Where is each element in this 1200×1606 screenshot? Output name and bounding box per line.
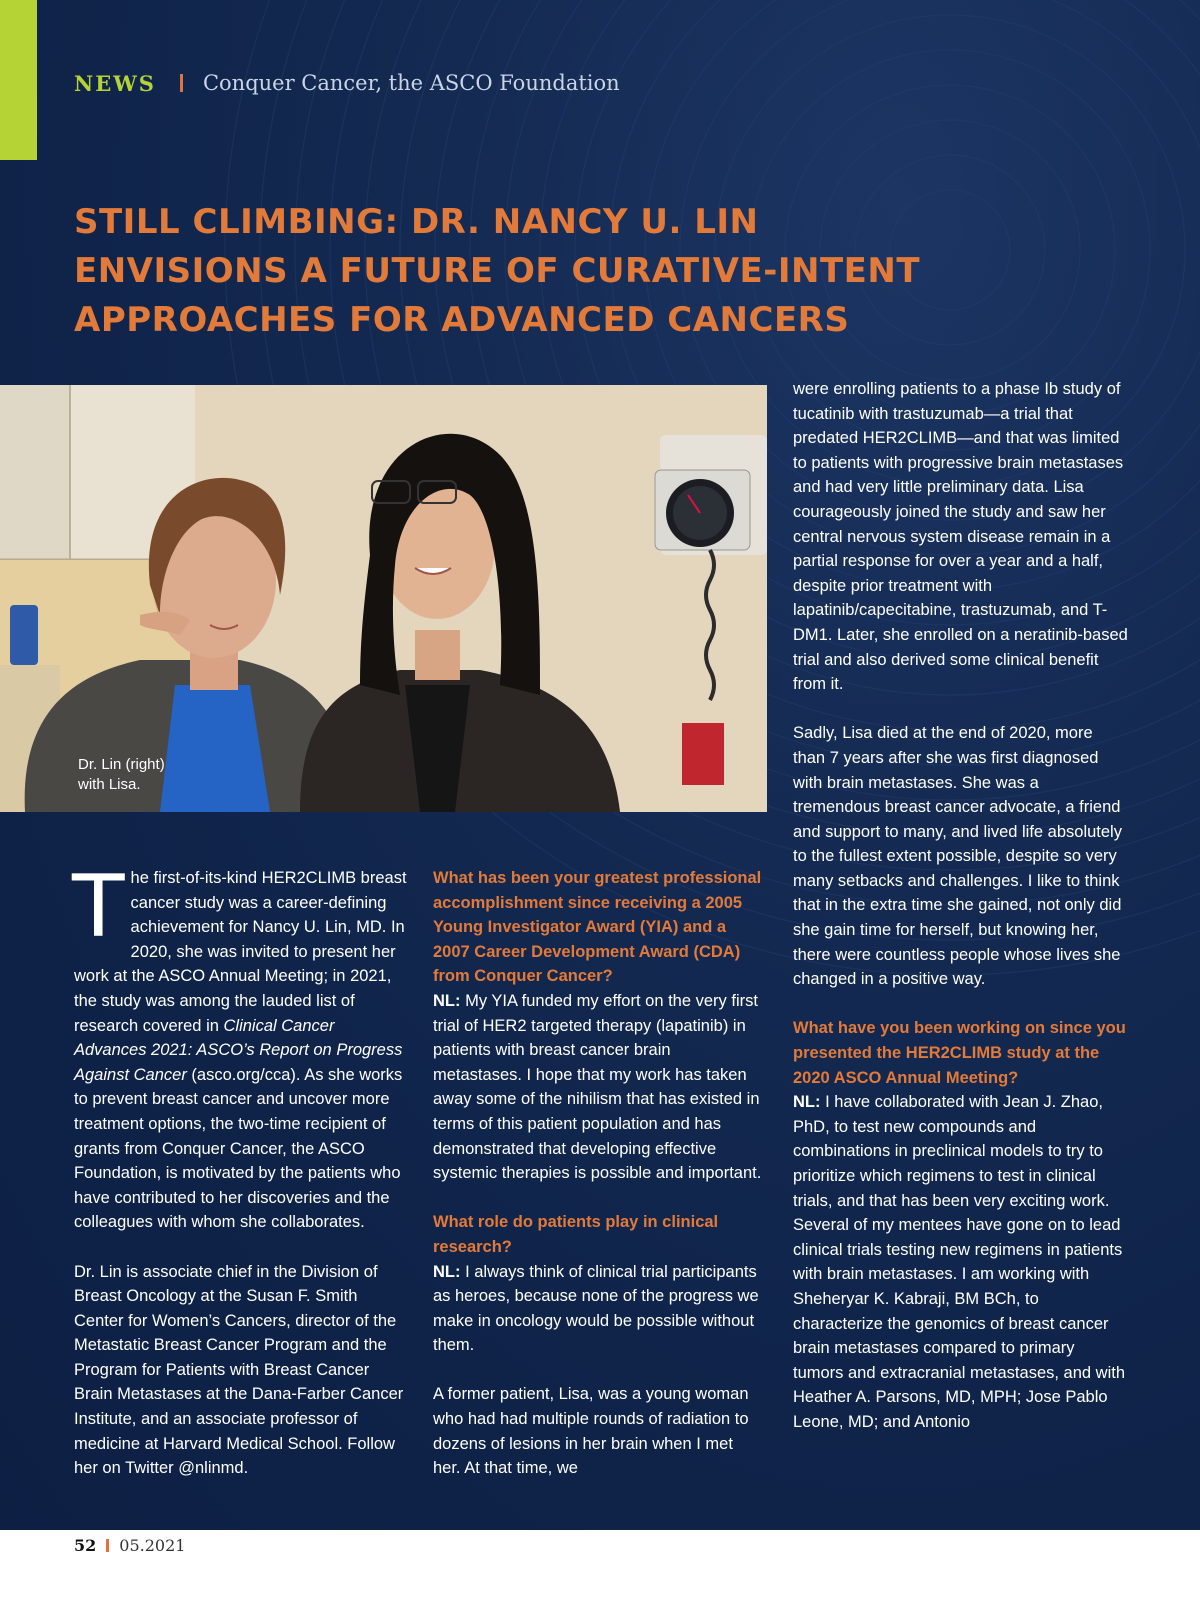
organization-name: Conquer Cancer, the ASCO Foundation [202, 71, 620, 95]
drop-cap: T [72, 857, 125, 957]
headline-line: APPROACHES FOR ADVANCED CANCERS [74, 300, 850, 340]
speaker-label: NL: [433, 991, 461, 1010]
page-number: 52 [74, 1535, 97, 1555]
accent-bar [0, 0, 37, 160]
intro-text: he first-of-its-kind HER2CLIMB breast cancer study was a career-defining achievement for Nancy U. Lin, MD. In 2020, she was invited to present her work at the ASCO Annual Meeting; in 2021, the study was among the lauded list of research covered in [74, 869, 407, 1035]
section-label: NEWS [74, 70, 156, 96]
article-column-1 [72, 857, 409, 1505]
article-headline [74, 198, 974, 345]
bio-paragraph: Dr. Lin is associate chief in the Division of Breast Oncology at the Susan F. Smith Center for Women’s Cancers, director of the Metastatic Breast Cancer Program and the Program for Patients with Breast Cancer Brain Metastases at the Dana-Farber Cancer Institute, and an associate professor of medicine at Harvard Medical School. Follow her on Twitter @nlinmd. [74, 1262, 404, 1478]
body-paragraph: Sadly, Lisa died at the end of 2020, more than 7 years after she was first diagnosed with brain metastases. She was a tremendous breast cancer advocate, a friend and support to many, and lived life absolutely to the fullest extent possible, despite so very many setbacks and challenges. I like to think that in the extra time she gained, not only did she gain time for herself, but knowing her, there were countless people whose lives she changed in a positive way. [793, 724, 1122, 989]
interview-answer [433, 1260, 763, 1358]
page-footer [74, 1533, 185, 1557]
interview-question: What role do patients play in clinical research? [433, 1213, 719, 1256]
caption-line: Dr. Lin (right) [78, 756, 165, 773]
photo-illustration [0, 385, 767, 812]
header-divider [180, 74, 183, 92]
intro-text-continued: (asco.org/cca). As she works to prevent breast cancer and uncover more treatment options, the two-time recipient of grants from Conquer Cancer, the ASCO Foundation, is motivated by the patients who have contributed to her discoveries and the colleagues with whom she collaborates. [74, 1065, 403, 1232]
report-title: Clinical Cancer Advances 2021: ASCO’s Report on Progress Against Cancer [74, 1016, 403, 1084]
article-column-3 [793, 377, 1128, 1459]
article-column-2 [433, 866, 763, 1505]
answer-text: My YIA funded my effort on the very first trial of HER2 targeted therapy (lapatinib) in patients with breast cancer brain metastases. I hope that my work has taken away some of the nihilism that has existed in terms of this patient population and has demonstrated that developing effective systemic therapies is possible and important. [433, 991, 762, 1183]
body-paragraph: were enrolling patients to a phase Ib study of tucatinib with trastuzumab—a trial that predated HER2CLIMB—and that was limited to patients with progressive brain metastases and had very little preliminary data. Lisa courageously joined the study and saw her central nervous system disease remain in a partial response for over a year and a half, despite prior treatment with lapatinib/capecitabine, trastuzumab, and T-DM1. Later, she enrolled on a neratinib-based trial and also derived some clinical benefit from it. [793, 380, 1128, 694]
photo-caption [78, 755, 218, 795]
issue-date: 05.2021 [119, 1535, 186, 1555]
answer-text: I always think of clinical trial participants as heroes, because none of the progress we make in oncology would be possible without them. [433, 1262, 759, 1355]
caption-line: with Lisa. [78, 776, 141, 793]
article-photo [0, 385, 767, 812]
page-header [74, 66, 620, 100]
body-paragraph: A former patient, Lisa, was a young woman who had had multiple rounds of radiation to dozens of lesions in her brain when I met her. At that time, we [433, 1385, 749, 1478]
headline-line: ENVISIONS A FUTURE OF CURATIVE-INTENT [74, 251, 921, 291]
footer-divider [106, 1539, 109, 1552]
interview-question: What has been your greatest professional accomplishment since receiving a 2005 Young Investigator Award (YIA) and a 2007 Career Development Award (CDA) from Conquer Cancer? [433, 869, 762, 986]
speaker-label: NL: [793, 1093, 821, 1112]
intro-paragraph [72, 857, 409, 1235]
interview-answer [793, 1090, 1128, 1434]
answer-text: I have collaborated with Jean J. Zhao, PhD, to test new compounds and combinations in preclinical models to try to prioritize which regimens to test in clinical trials, and that has been very exciting work. Several of my mentees have gone on to lead clinical trials testing new regimens in patients with brain metastases. I am working with Sheheryar K. Kabraji, BM BCh, to characterize the genomics of breast cancer brain metastases compared to primary tumors and extracranial metastases, and with Heather A. Parsons, MD, MPH; Jose Pablo Leone, MD; and Antonio [793, 1093, 1125, 1431]
interview-answer [433, 989, 763, 1186]
headline-line: STILL CLIMBING: DR. NANCY U. LIN [74, 202, 759, 242]
speaker-label: NL: [433, 1262, 461, 1281]
interview-question: What have you been working on since you presented the HER2CLIMB study at the 2020 ASCO Annual Meeting? [793, 1019, 1126, 1087]
